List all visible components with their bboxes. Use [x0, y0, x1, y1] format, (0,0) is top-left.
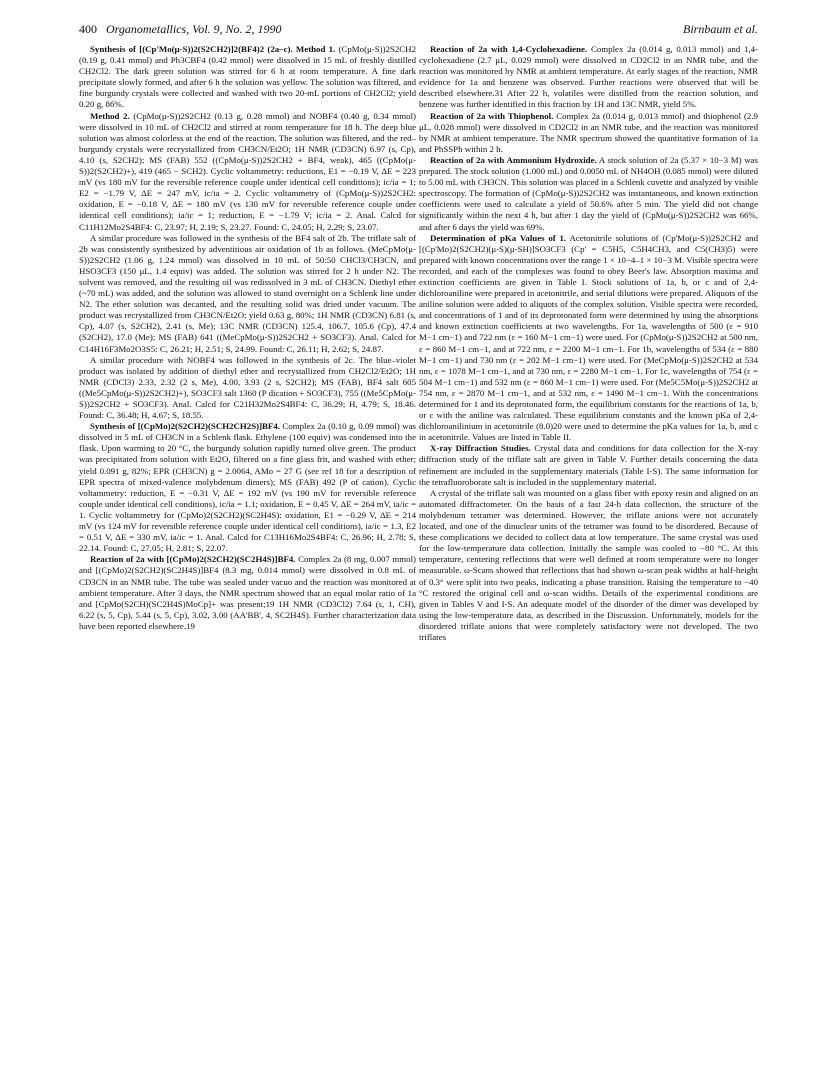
paragraph-body: A similar procedure with NOBF4 was followed in the synthesis of 2c. The blue–violet product was isolated by addition of diethyl ether and recrystallized from CH2Cl2/Et2O; 1H NMR (CDCl3) 2.33, 2.32 (2 s, Me), 4.00, 3.93 (2 s, S2CH2); MS (FAB), BF4 salt 605 ((Me5CpMo(μ-S))2S2CH2)+), SO3CF3 salt 1360 (P dication + SO3CF3), 755 ((Me5CpMo(μ-S))2S2CH2 + SO3CF3). Anal. Calcd for C21H32Mo2S4BF4: C, 36.29; H, 4.79; S, 18.46. Found: C, 36.48; H, 4.67; S, 18.55. — [79, 354, 416, 421]
paragraph — [419, 233, 758, 444]
paragraph-body: A crystal of the triflate salt was mounted on a glass fiber with epoxy resin and aligned on an automated diffractometer. On the basis of a fast 24-h data collection, the structure of the molybdenum tetramer was determined. However, the triflate anions were not accurately located, and one of the dinuclear units of the tetramer was found to be disordered. Because of these complications we decided to collect data at low temperature. The same crystal was used for the low-temperature data collection. Initially the sample was cooled to −80 °C. At this temperature, centering reflections that were well defined at room temperature were no longer measurable. ω-Scans showed that reflections that had shown ω-scan peak widths at half-height of 0.3° were split into two peaks, indicating a phase transition. Raising the temperature to −40 °C restored the original cell and ω-scan widths. Details of the experimental conditions are given in Tables V and I-S. An adequate model of the disorder of the dimer was developed by using the low-temperature data, as described in the Discussion. Unfortunately, models for the disordered triflate anions that were completely satisfactory were not developed. The two triflates — [419, 487, 758, 642]
paragraph-heading: Reaction of 2a with Ammonium Hydroxide. — [430, 154, 597, 165]
paragraph-body: Complex 2a (8 mg, 0.007 mmol) and [(CpMo)2(S2CH2)(SC2H4S)]BF4 (8.3 mg, 0.014 mmol) were dissolved in 0.8 mL of CD3CN in an NMR tube. The tube was sealed under vacuo and the reaction was monitored at ambient temperature. After 3 days, the NMR spectrum showed that an equal molar ratio of 1a and [CpMo(S2CH)(SC2H4S)MoCp]+ was present;19 1H NMR (CD3Cl2) 7.64 (s, 1, CH), 6.22 (s, 5, Cp), 5.44 (s, 5, Cp), 3.02, 3.00 (AA'BB', 4, SC2H4S). Further characterization data have been reported elsewhere.19 — [79, 554, 416, 631]
page-header — [79, 22, 758, 38]
paragraph-body: A similar procedure was followed in the synthesis of the BF4 salt of 2b. The triflate salt of 2b was consistently synthesized by adventitious air oxidation of 1b as follows. (MeCpMo(μ-S))2S2CH2 (1.06 g, 1.24 mmol) was dissolved in 10 mL of 50:50 CHCl3/CH3CN, and HSO3CF3 (150 μL, 1.4 equiv) was added. The solution was stirred for 2 h under N2. The solvent was removed, and the resulting oil was redissolved in 3 mL of CH3CN. Diethyl ether (~70 mL) was added, and the solution was allowed to stand overnight on a Schlenk line under N2. The ether solution was decanted, and the resulting solid was dried under vacuum. The product was recrystallized from CH3CN/Et2O; yield 0.63 g, 80%; 1H NMR (CD3CN) 6.81 (s, Cp), 4.07 (s, S2CH2), 2.41 (s, Me); 13C NMR (CD3CN) 125.4, 106.7, 105.6 (Cp), 47.4 (S2CH2), 17.0 (Me); MS (FAB) 641 ((MeCpMo(μ-S))2S2CH2 + SO3CF3). Anal. Calcd for C14H16F3Mo2O3S5: C, 26.21; H, 2.51; S, 24.99. Found: C, 26.11; H, 2.62; S, 24.87. — [79, 232, 416, 354]
journal-volume: Vol. 9, No. 2, 1990 — [192, 22, 282, 36]
paragraph — [79, 111, 416, 233]
paragraph-heading: X-ray Diffraction Studies. — [430, 443, 531, 454]
paragraph-body: Complex 2a (0.014 g, 0.013 mmol) and thiophenol (2.9 μL, 0.028 mmol) were dissolved in CD2Cl2 in an NMR tube, and the reaction was monitored by NMR at ambient temperature. The NMR spectrum showed the quantitative formation of 1a and PhSSPh within 2 h. — [419, 110, 758, 154]
paragraph-heading: Reaction of 2a with [(CpMo)2(S2CH2)(SC2H4S)]BF4. — [90, 554, 296, 565]
paragraph-body: Complex 2a (0.014 g, 0.013 mmol) and 1,4-cyclohexadiene (2.7 μL, 0.029 mmol) were dissolved in CD2Cl2 in an NMR tube, and the reaction was monitored by NMR at ambient temperature. At early stages of the reaction, NMR evidence for 1a and benzene was observed. Further reactions were observed that will be described elsewhere.31 After 22 h, volatiles were distilled from the reaction solution, and benzene was further identified in this fraction by 1H and 13C NMR, yield 5%. — [419, 44, 758, 110]
paragraph — [419, 155, 758, 233]
paragraph — [79, 421, 416, 554]
paragraph — [419, 488, 758, 643]
paragraph-heading: Determination of pKa Values of 1. — [430, 232, 567, 243]
paragraph-body: Crystal data and conditions for data collection for the X-ray diffraction study of the triflate salt are given in Table V. Further details concerning the data refinement are included in the supplementary materials (Table I-S). The same information for the tetrafluoroborate salt is included in the supplementary material. — [419, 443, 758, 487]
paragraph — [419, 44, 758, 111]
left-column — [79, 44, 416, 632]
paragraph-body: Complex 2a (0.10 g, 0.09 mmol) was dissolved in 5 mL of CH3CN in a Schlenk flask. Ethylene (100 equiv) was condensed into the flask. Upon warming to 20 °C, the burgundy solution rapidly turned olive green. The product was precipitated from solution with Et2O, filtered on a fine glass frit, and washed with ether; yield 0.091 g, 82%; EPR (CH3CN) g = 2.0064, AMo = 27 G (see ref 18 for a description of EPR spectra of mixed-valence molybdenum dimers); MS (FAB) 492 (P of cation). Cyclic voltammetry: reduction, E = −0.31 V, ΔE = 192 mV (vs 190 mV for reversible reference couple under identical cell conditions), ic/ia = 1.1; oxidation, E = 0.45 V, ΔE = 264 mV, ia/ic = 1. Cyclic voltammetry for (CpMo)2(S2CH2)(SC2H4S): oxidation, E1 = −0.29 V, ΔE = 214 mV (vs 124 mV for reversible reference couple under identical cell conditions), ia/ic = 1.3, E2 = 0.51 V, ΔE = 330 mV, ia/ic = 1. Anal. Calcd for C13H16Mo2S4BF4: C, 26.96; H, 2.78; S, 22.14. Found: C, 27.05; H, 2.81; S, 22.07. — [79, 421, 416, 554]
paragraph — [79, 233, 416, 355]
paragraph-heading: Synthesis of [(Cp'Mo(μ-S))2(S2CH2)]2(BF4)2 (2a–c). Method 1. — [90, 44, 336, 54]
page-number: 400 — [79, 22, 97, 36]
right-column — [419, 44, 758, 643]
header-authors: Birnbaum et al. — [683, 22, 758, 36]
paragraph-heading: Synthesis of [(CpMo)2(S2CH2)(SCH2CH2S)]BF4. — [90, 421, 280, 432]
paragraph-body: (CpMo(μ-S))2S2CH2 (0.13 g, 0.28 mmol) and NOBF4 (0.40 g, 0.34 mmol) were dissolved in 10 mL of CH2Cl2 and stirred at room temperature for 18 h. The deep blue solution was almost colorless at the end of the reaction. The solution was filtered, and the red–burgundy crystals were recrystallized from CH3CN/Et2O; 1H NMR (CD3CN) 6.97 (s, Cp), 4.10 (s, S2CH2); MS (FAB) 552 ((CpMo(μ-S))2S2CH2 + BF4, weak), 465 ((CpMo(μ-S))2(S2CH2)+), 419 (465 − SCH2). Cyclic voltammetry: reductions, E1 = −0.19 V, ΔE = 223 mV (vs 180 mV for the reversible reference couple under identical cell conditions); ic/ia = 1; E2 = −1.79 V, ΔE = 247 mV, ic/ia = 2. Cyclic voltammetry of (CpMo(μ-S))2S2CH2: oxidation, E = −0.18 V, ΔE = 180 mV (vs 130 mV for reversible reference couple under identical cell conditions); ia/ic = 1; reduction, E = −1.79 V; ic/ia = 2. Anal. Calcd for C11H12Mo2S4BF4: C, 23.97; H, 2.19; S, 23.27. Found: C, 24.05; H, 2.29; S, 23.07. — [79, 110, 416, 232]
paragraph-body: A stock solution of 2a (5.37 × 10−3 M) was prepared. The stock solution (1.000 mL) and 0.0050 mL of NH4OH (0.085 mmol) were diluted to 5.00 mL with CH3CN. This solution was placed in a Schlenk cuvette and analyzed by visible spectroscopy. The formation of (CpMo(μ-S))2S2CH2 was instantaneous, and known extinction coefficients were used to calculate a yield of 50.6% after 5 min. The yield did not change significantly within the next 4 h, but after 1 day the yield of (CpMo(μ-S))2S2CH2 was 66%, and after 6 days the yield was 69%. — [419, 154, 758, 232]
paragraph-heading: Reaction of 2a with 1,4-Cyclohexadiene. — [430, 44, 588, 54]
paragraph — [419, 443, 758, 487]
paragraph — [419, 111, 758, 155]
header-left — [79, 22, 282, 37]
paragraph — [79, 554, 416, 632]
journal-name: Organometallics, — [106, 22, 190, 36]
paragraph-heading: Reaction of 2a with Thiophenol. — [430, 110, 554, 121]
paragraph-heading: Method 2. — [90, 110, 130, 121]
paragraph — [79, 355, 416, 422]
paragraph — [79, 44, 416, 111]
paragraph-body: Acetonitrile solutions of (Cp'Mo(μ-S))2S2CH2 and [(Cp'Mo)2(S2CH2)(μ-S)(μ-SH)]SO3CF3 (Cp' = C5H5, C5H4CH3, and C5(CH3)5) were prepared with known concentrations over the range 1 × 10−4–1 × 10−3 M. Visible spectra were recorded, and each of the complexes was found to obey Beer's law. Absorption maxima and extinction coefficients are given in Table I. Stock solutions of 1a, b, or c and of 2,4-dichloroaniline were prepared in acetonitrile, and serial dilutions were prepared. Aliquots of the aniline solution were added to aliquots of the complex solution. Visible spectra were recorded, and concentrations of 1 and of its deprotonated form were determined by using the absorptions and known extinction coefficients at two wavelengths. For 1a, wavelengths of 500 (ε = 910 M−1 cm−1) and 722 nm (ε = 160 M−1 cm−1) were used. For (CpMo(μ-S))2S2CH2 at 500 nm, ε = 860 M−1 cm−1, and at 722 nm, ε = 2200 M−1 cm−1. For 1b, wavelengths of 534 (ε = 880 M−1 cm−1) and 730 nm (ε = 202 M−1 cm−1) were used. For (MeCpMo(μ-S))2S2CH2 at 534 nm, ε = 1078 M−1 cm−1, and at 730 nm, ε = 2280 M−1 cm−1. For 1c, wavelengths of 754 (ε = 504 M−1 cm−1) and 532 nm (ε = 860 M−1 cm−1) were used. For (Me5C5Mo(μ-S))2S2CH2 at 754 nm, ε = 2870 M−1 cm−1, and at 532 nm, ε = 1490 M−1 cm−1. With the concentrations determined for 1 and its deprotonated form, the equilibrium constants for the reactions of 1a, b, or c with the aniline was calculated. These equilibrium constants and the known pKa of 2,4-dichloroanilinium in acetonitrile (8.0)20 were used to determine the pKa values for 1a, b, and c in acetonitrile. Values are listed in Table II. — [419, 232, 759, 443]
paragraph-body: (CpMo(μ-S))2S2CH2 (0.19 g, 0.41 mmol) and Ph3CBF4 (0.42 mmol) were dissolved in 15 mL of freshly distilled CH2Cl2. The dark green solution was stirred for 6 h at room temperature. A fine dark precipitate slowly formed, and after 6 h the solution was yellow. The solution was filtered, and fine burgundy crystals were collected and washed with two 20-mL portions of CH2Cl2; yield 0.20 g, 86%. — [79, 44, 416, 110]
